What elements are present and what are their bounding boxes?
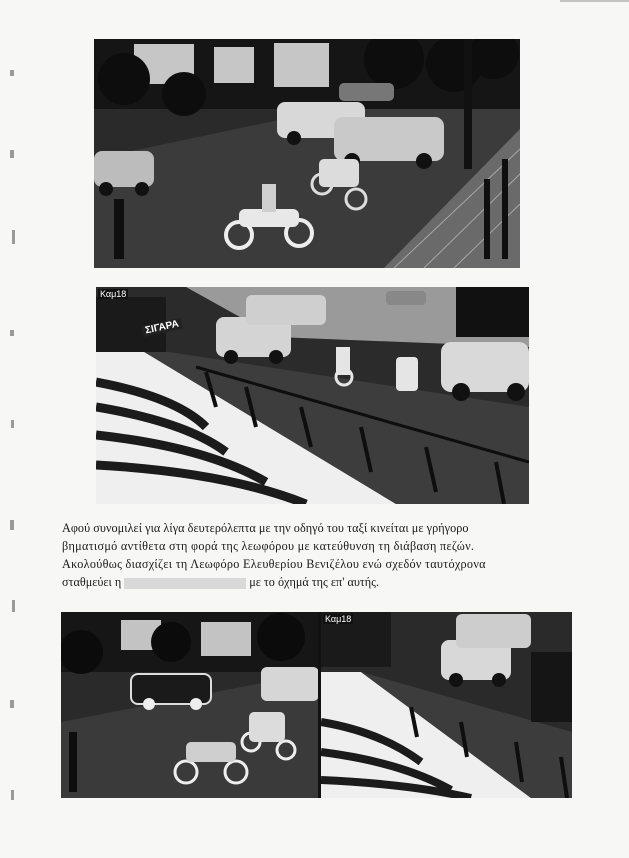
cctv-photo-street [94, 39, 520, 268]
paragraph-line-4-start: σταθμεύει η [62, 575, 122, 589]
paragraph-line-4 [62, 573, 574, 591]
redaction-block [124, 578, 246, 589]
scan-mark [11, 790, 14, 800]
kiosk-scene-image [96, 287, 529, 504]
scan-mark [10, 520, 14, 530]
camera-stamp: Καμ18 [325, 614, 352, 624]
scan-mark [12, 600, 15, 612]
paragraph-line-4-end: με το όχημά της επ' αυτής. [249, 575, 380, 589]
paragraph-line-3: Ακολούθως διασχίζει τη Λεωφόρο Ελευθερίου Βενιζέλου ενώ σχεδόν ταυτόχρονα [62, 557, 486, 571]
shop-sign: ΣΙΓΑΡΑ [141, 318, 182, 337]
paragraph-line-2: βηματισμό αντίθετα στη φορά της λεωφόρου με κατεύθυνση τη διάβαση πεζών. [62, 539, 475, 553]
camera-stamp: Καμ18 [100, 289, 127, 299]
scan-edge [560, 0, 629, 2]
paragraph-line-1: Αφού συνομιλεί για λίγα δευτερόλεπτα με την οδηγό του ταξί κινείται με γρήγορο [62, 521, 469, 535]
scan-mark [10, 700, 14, 708]
scan-mark [10, 330, 14, 336]
scan-mark [11, 420, 14, 428]
split-scene-image [61, 612, 572, 798]
street-scene-image [94, 39, 520, 268]
cctv-photo-kiosk [96, 287, 529, 504]
cctv-photo-split [61, 612, 572, 798]
scan-mark [10, 150, 14, 158]
scan-mark [12, 230, 15, 244]
report-paragraph [62, 519, 574, 591]
scan-mark [10, 70, 14, 76]
